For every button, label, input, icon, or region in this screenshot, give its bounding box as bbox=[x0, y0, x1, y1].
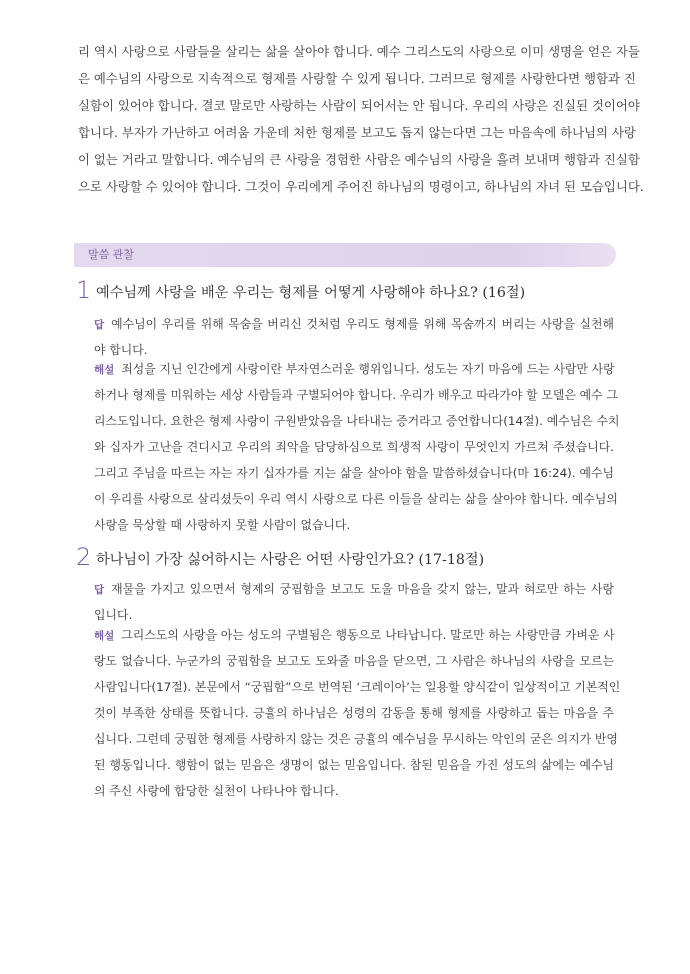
commentary-label: 해설 bbox=[94, 364, 115, 376]
commentary-line: 십니다. 그런데 궁핍한 형제를 사랑하지 않는 것은 긍휼의 예수님을 무시하는 악인의 굳은 의지가 반영 bbox=[94, 732, 618, 746]
intro-line: 으로 사랑할 수 있어야 합니다. 그것이 우리에게 주어진 하나님의 명령이고, 하나님의 자녀 된 모습입니다. bbox=[78, 179, 644, 194]
intro-line: 리 역시 사랑으로 사람들을 살리는 삶을 살아야 합니다. 예수 그리스도의 사랑으로 이미 생명을 얻은 자들 bbox=[78, 44, 640, 59]
intro-line: 실함이 있어야 합니다. 결코 말로만 사랑하는 사람이 되어서는 안 됩니다. 우리의 사랑은 진실된 것이어야 bbox=[78, 98, 640, 113]
commentary-line: 의 주신 사랑에 합당한 실천이 나타나야 합니다. bbox=[94, 784, 339, 798]
intro-line: 은 예수님의 사랑으로 지속적으로 형제를 사랑할 수 있게 됩니다. 그러므로 형제를 사랑한다면 행함과 진 bbox=[78, 71, 636, 86]
intro-line: 합니다. 부자가 가난하고 어려움 가운데 처한 형제를 보고도 돕지 않는다면 그는 마음속에 하나님의 사랑 bbox=[78, 125, 636, 140]
answer-block-2 bbox=[94, 576, 614, 628]
commentary-block-1 bbox=[94, 356, 620, 538]
answer-line bbox=[94, 576, 614, 602]
commentary-line bbox=[94, 622, 614, 648]
intro-paragraph bbox=[78, 38, 644, 200]
intro-line: 이 없는 거라고 말합니다. 예수님의 큰 사랑을 경험한 사람은 예수님의 사랑을 흘려 보내며 행함과 진실함 bbox=[78, 152, 640, 167]
commentary-line: 이 우리를 사랑으로 살리셨듯이 우리 역시 사랑으로 다른 이들을 살리는 삶을 살아야 합니다. 예수님의 bbox=[94, 492, 618, 506]
question-title: 예수님께 사랑을 배운 우리는 형제를 어떻게 사랑해야 하나요? (16절) bbox=[96, 285, 526, 301]
question-number: 1 bbox=[76, 276, 92, 304]
question-number: 2 bbox=[76, 543, 92, 571]
answer-line: 야 합니다. bbox=[94, 343, 148, 357]
commentary-line: 랑도 없습니다. 누군가의 궁핍함을 보고도 도와줄 마음을 닫으면, 그 사람은 하나님의 사랑을 모르는 bbox=[94, 654, 614, 668]
answer-line: 입니다. bbox=[94, 608, 133, 622]
answer-line bbox=[94, 311, 614, 337]
commentary-line bbox=[94, 356, 614, 382]
commentary-label: 해설 bbox=[94, 630, 115, 642]
commentary-line: 리스도입니다. 요한은 형제 사랑이 구원받았음을 나타내는 증거라고 증언합니다(14절). 예수님은 수치 bbox=[94, 414, 620, 428]
commentary-text: 그리스도의 사랑을 아는 성도의 구별됨은 행동으로 나타납니다. 말로만 하는 사랑만큼 가벼운 사 bbox=[121, 628, 615, 642]
commentary-text: 죄성을 지닌 인간에게 사랑이란 부자연스러운 행위입니다. 성도는 자기 마음에 드는 사람만 사랑 bbox=[121, 362, 615, 376]
answer-text: 재물을 가지고 있으면서 형제의 궁핍함을 보고도 도울 마음을 갖지 않는, 말과 혀로만 하는 사랑 bbox=[111, 582, 614, 596]
section-label: 말씀 관찰 bbox=[88, 248, 135, 261]
commentary-line: 사랑을 묵상할 때 사랑하지 못할 사람이 없습니다. bbox=[94, 518, 351, 532]
section-header-bar bbox=[74, 243, 616, 267]
commentary-line: 그리고 주님을 따르는 자는 자기 십자가를 지는 삶을 살아야 함을 말씀하셨습니다(마 16:24). 예수님 bbox=[94, 466, 614, 480]
answer-text: 예수님이 우리를 위해 목숨을 버리신 것처럼 우리도 형제를 위해 목숨까지 버리는 사랑을 실천해 bbox=[111, 317, 614, 331]
question-title: 하나님이 가장 싫어하시는 사랑은 어떤 사랑인가요? (17-18절) bbox=[96, 552, 485, 568]
commentary-line: 와 십자가 고난을 견디시고 우리의 죄악을 담당하심으로 희생적 사랑이 무엇인지 가르쳐 주셨습니다. bbox=[94, 440, 614, 454]
commentary-line: 사람입니다(17절). 본문에서 “궁핍함”으로 번역된 ‘크레이아’는 일용할 양식같이 일상적이고 기본적인 bbox=[94, 680, 621, 694]
commentary-line: 된 행동입니다. 행함이 없는 믿음은 생명이 없는 믿음입니다. 참된 믿음을 가진 성도의 삶에는 예수님 bbox=[94, 758, 614, 772]
answer-label: 답 bbox=[94, 319, 105, 331]
answer-label: 답 bbox=[94, 584, 105, 596]
commentary-line: 것이 부족한 상태를 뜻합니다. 긍휼의 하나님은 성령의 감동을 통해 형제를 사랑하고 돕는 마음을 주 bbox=[94, 706, 614, 720]
commentary-block-2 bbox=[94, 622, 621, 804]
commentary-line: 하거나 형제를 미워하는 세상 사람들과 구별되어야 합니다. 우리가 배우고 따라가야 할 모델은 예수 그 bbox=[94, 388, 618, 402]
